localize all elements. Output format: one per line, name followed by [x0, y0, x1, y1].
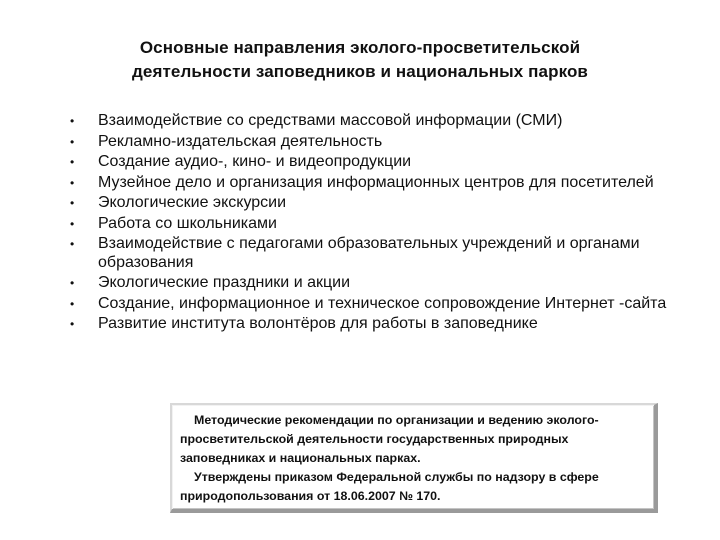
list-item — [70, 235, 690, 272]
list-item-text: Музейное дело и организация информационных центров для посетителей — [98, 173, 654, 191]
list-item-text: Создание аудио-, кино- и видеопродукции — [98, 153, 412, 170]
bullet-icon: • — [70, 216, 75, 231]
bullet-icon: • — [70, 276, 75, 290]
bullet-list — [70, 112, 690, 336]
title-line-2: деятельности заповедников и национальных парков — [132, 62, 588, 81]
note-text-1: Методические рекомендации по организации и ведению эколого-просветительской деятельности государственных природных заповедниках и национальных парках. — [180, 413, 599, 465]
list-item — [70, 174, 690, 193]
list-item — [70, 215, 690, 234]
list-item-text: Рекламно-издательская деятельность — [98, 132, 383, 150]
bullet-icon: • — [70, 196, 75, 210]
note-paragraph-1 — [180, 411, 646, 468]
bullet-icon: • — [70, 296, 75, 311]
note-paragraph-2 — [180, 468, 646, 506]
reference-note-box — [170, 403, 658, 513]
bullet-icon: • — [70, 317, 75, 331]
list-item-text: Взаимодействие с педагогами образовательных учреждений и органами образования — [98, 235, 640, 271]
list-item-text: Создание, информационное и техническое сопровождение Интернет -сайта — [98, 294, 667, 312]
list-item — [70, 153, 690, 172]
list-item — [70, 194, 690, 213]
bullet-icon: • — [70, 114, 75, 128]
list-item-text: Развитие института волонтёров для работы в заповеднике — [98, 315, 538, 332]
note-text-2: Утверждены приказом Федеральной службы по надзору в сфере природопользования от 18.06.2007 № 170. — [180, 470, 599, 503]
list-item — [70, 112, 690, 131]
list-item-text: Экологические экскурсии — [98, 194, 287, 211]
title-line-1: Основные направления эколого-просветительской — [139, 38, 581, 57]
list-item-text: Экологические праздники и акции — [98, 274, 351, 291]
slide-title — [40, 36, 680, 84]
list-item-text: Работа со школьниками — [98, 214, 277, 232]
bullet-icon: • — [70, 155, 75, 169]
list-item-text: Взаимодействие со средствами массовой информации (СМИ) — [98, 112, 563, 129]
bullet-icon: • — [70, 175, 75, 190]
bullet-icon: • — [70, 134, 75, 149]
list-item — [70, 315, 690, 334]
list-item — [70, 295, 690, 314]
bullet-icon: • — [70, 237, 75, 251]
list-item — [70, 274, 690, 293]
list-item — [70, 133, 690, 152]
